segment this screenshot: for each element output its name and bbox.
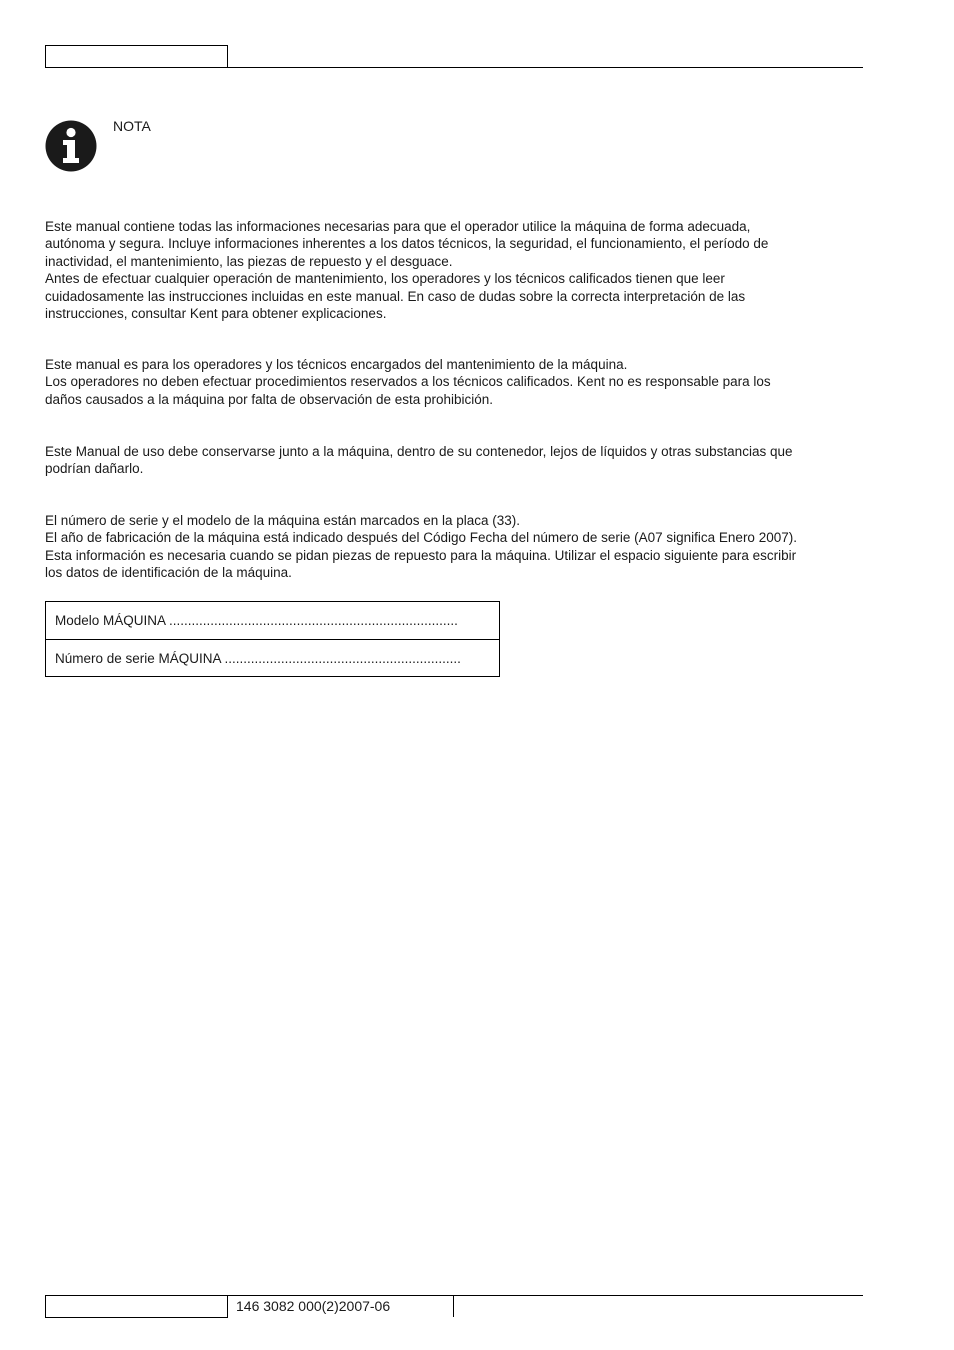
text-line: daños causados a la máquina por falta de observación de esta prohibición.	[45, 391, 494, 407]
text-line: podrían dañarlo.	[45, 461, 144, 477]
note-label: NOTA	[113, 118, 151, 134]
text-line: El número de serie y el modelo de la máquina están marcados en la placa (33).	[45, 513, 521, 528]
text-line: Esta información es necesaria cuando se pidan piezas de repuesto para la máquina. Utilizar el espacio siguiente para escribir	[45, 547, 797, 563]
text-line: Este manual contiene todas las informaciones necesarias para que el operador utilice la máquina de forma adecuada,	[45, 219, 751, 234]
text-line: El año de fabricación de la máquina está indicado después del Código Fecha del número de serie (A07 significa Enero 2007).	[45, 530, 797, 546]
serial-number-field[interactable]: Número de serie MÁQUINA ...............................................................	[46, 639, 499, 676]
text-line: autónoma y segura. Incluye informaciones inherentes a los datos técnicos, la seguridad, el funcionamiento, el período de	[45, 236, 769, 252]
text-line: Este Manual de uso debe conservarse junto a la máquina, dentro de su contenedor, lejos de líquidos y otras substancias que	[45, 444, 793, 459]
text-line: cuidadosamente las instrucciones incluidas en este manual. En caso de dudas sobre la correcta interpretación de las	[45, 288, 746, 304]
header-box	[45, 45, 228, 68]
header-rule	[227, 67, 863, 68]
text-line: instrucciones, consultar Kent para obtener explicaciones.	[45, 306, 387, 322]
identification-table	[45, 601, 500, 677]
footer-separator	[453, 1296, 454, 1317]
info-icon	[45, 120, 97, 172]
footer-box	[45, 1296, 228, 1318]
text-line: Este manual es para los operadores y los técnicos encargados del mantenimiento de la máquina.	[45, 357, 628, 372]
model-field[interactable]: Modelo MÁQUINA .............................................................................	[55, 613, 458, 628]
paragraph-audience	[45, 356, 860, 408]
text-line: Antes de efectuar cualquier operación de mantenimiento, los operadores y los técnicos calificados tienen que leer	[45, 271, 725, 287]
paragraph-purpose	[45, 218, 860, 322]
text-line: los datos de identificación de la máquina.	[45, 565, 292, 581]
paragraph-storage	[45, 443, 860, 478]
paragraph-identification	[45, 512, 860, 582]
text-line: inactividad, el mantenimiento, las piezas de repuesto y el desguace.	[45, 253, 453, 269]
document-code: 146 3082 000(2)2007-06	[236, 1298, 391, 1314]
text-line: Los operadores no deben efectuar procedimientos reservados a los técnicos calificados. Kent no es responsable para los	[45, 374, 771, 390]
